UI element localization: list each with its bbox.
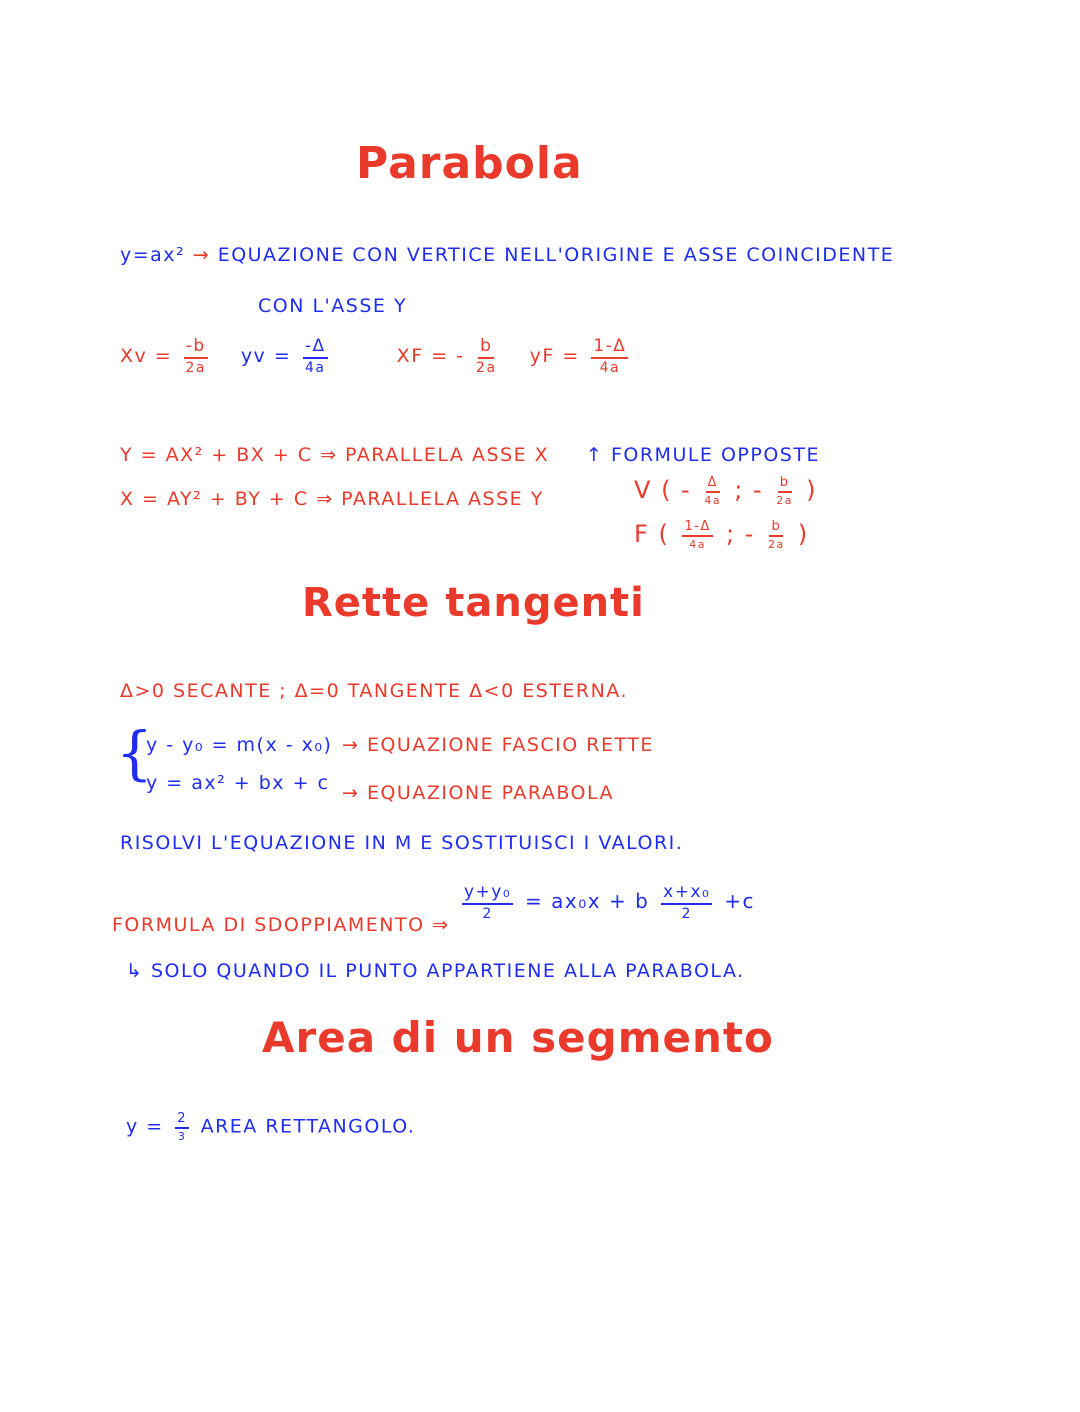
solo-quando-line: [126, 960, 745, 982]
parallel-y-line: [120, 488, 544, 510]
title-parabola: Parabola: [356, 138, 583, 189]
area-rhs: AREA RETTANGOLO.: [200, 1115, 416, 1138]
vertex-focus-formulas: [120, 338, 632, 375]
system-desc1-line: [342, 734, 654, 756]
parallel-x-equation: Y = AX² + BX + C ⇒ PARALLELA ASSE X: [120, 444, 550, 466]
f-label: F: [634, 520, 650, 548]
parallel-y-equation: X = AY² + BY + C ⇒ PARALLELA ASSE Y: [120, 488, 544, 510]
f-frac1: [682, 520, 712, 550]
area-formula-line: [126, 1112, 415, 1142]
yf-num: 1-Δ: [591, 338, 628, 359]
f-frac2: [768, 520, 785, 550]
delta-cases: [120, 680, 628, 702]
formule-opposte: [586, 444, 820, 466]
area-lhs: y =: [126, 1115, 164, 1138]
yf-lhs: yF =: [529, 345, 580, 367]
risolvi-text: RISOLVI L'EQUAZIONE IN M E SOSTITUISCI I VALORI.: [120, 832, 684, 854]
f-den2: 2a: [767, 538, 785, 551]
v-label: V: [634, 476, 652, 504]
sdopp-num2: x+x₀: [661, 884, 712, 905]
origin-equation: y=ax²: [120, 244, 186, 266]
yf-fraction: [591, 338, 628, 375]
f-den1: 4a: [689, 538, 707, 551]
yv-lhs: yv =: [240, 345, 292, 367]
origin-equation-line: [120, 244, 894, 266]
system-eq2-line: [146, 772, 330, 794]
origin-description-cont: [258, 295, 407, 317]
yf-den: 4a: [599, 360, 621, 376]
v-num1: Δ: [706, 476, 720, 493]
origin-description: EQUAZIONE CON VERTICE NELL'ORIGINE E ASSE COINCIDENTE: [217, 244, 895, 266]
sdopp-frac1: [462, 884, 513, 921]
system-desc1: → EQUAZIONE FASCIO RETTE: [342, 734, 654, 756]
sdopp-num1: y+y₀: [462, 884, 513, 905]
f-num1: 1-Δ: [682, 520, 712, 537]
xv-num: -b: [184, 338, 208, 359]
f-num2: b: [769, 520, 783, 537]
formule-opposte-label: ↑ FORMULE OPPOSTE: [586, 444, 820, 466]
delta-cases-text: Δ>0 SECANTE ; Δ=0 TANGENTE Δ<0 ESTERNA.: [120, 680, 628, 702]
v-frac1: [704, 476, 721, 506]
xv-den: 2a: [185, 360, 206, 376]
sdoppiamento-formula: [458, 884, 755, 921]
system-desc2-line: [342, 782, 614, 804]
area-fraction: [175, 1112, 189, 1142]
system-brace: {: [116, 719, 153, 787]
area-den: 3: [177, 1130, 187, 1143]
sdopp-end: +c: [724, 889, 755, 913]
xf-lhs: XF = -: [396, 345, 465, 367]
yv-den: 4a: [304, 360, 326, 376]
xf-den: 2a: [476, 360, 497, 376]
system-eq2: y = ax² + bx + c: [146, 772, 330, 794]
sdoppiamento-label-line: [112, 914, 450, 936]
area-num: 2: [175, 1112, 189, 1129]
system-desc2: → EQUAZIONE PARABOLA: [342, 782, 614, 804]
xf-num: b: [478, 338, 494, 359]
sdopp-den1: 2: [482, 906, 493, 922]
arrow-right: →: [192, 244, 211, 266]
v-coordinates: V ( - $\frac{\Delta}{4a}$ ; - $\frac{b}{2a}$ ): [634, 475, 818, 507]
f-coordinates: F ( $\frac{1-\Delta}{4a}$ ; - $\frac{b}{2a}$ ): [634, 519, 809, 551]
title-rette-tangenti: Rette tangenti: [302, 580, 645, 626]
v-frac2: [776, 476, 793, 506]
sdoppiamento-label: FORMULA DI SDOPPIAMENTO ⇒: [112, 914, 450, 936]
risolvi-line: [120, 832, 683, 854]
title-area-segmento: Area di un segmento: [262, 1013, 774, 1062]
xf-fraction: [476, 338, 497, 375]
solo-quando-text: ↳ SOLO QUANDO IL PUNTO APPARTIENE ALLA PARABOLA.: [126, 960, 745, 982]
system-eq1: y - y₀ = m(x - x₀): [146, 734, 333, 756]
sdopp-den2: 2: [681, 906, 692, 922]
yv-fraction: [303, 338, 328, 375]
v-num2: b: [778, 476, 792, 493]
sdopp-mid: = ax₀x + b: [525, 889, 650, 913]
xv-lhs: Xv =: [120, 345, 173, 367]
v-den2: 2a: [776, 494, 794, 507]
xv-fraction: [184, 338, 208, 375]
system-eq1-line: [146, 734, 332, 756]
yv-num: -Δ: [303, 338, 328, 359]
origin-description-line2: CON L'ASSE Y: [258, 295, 408, 317]
sdopp-frac2: [661, 884, 712, 921]
v-den1: 4a: [704, 494, 722, 507]
parallel-x-line: [120, 444, 549, 466]
